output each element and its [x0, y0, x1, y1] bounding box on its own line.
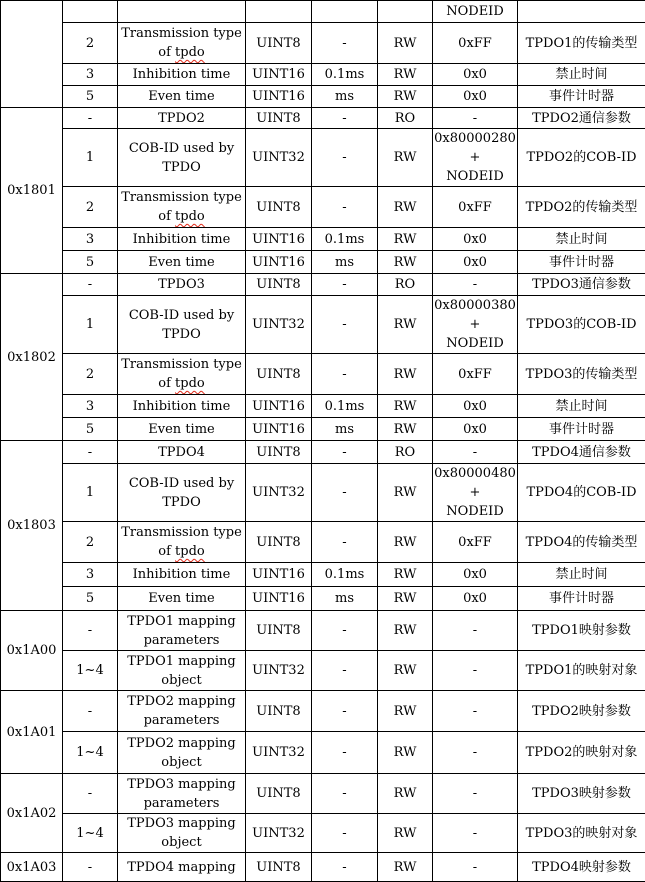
- access-cell: RW: [378, 296, 433, 354]
- data-type-cell: UINT32: [246, 732, 312, 774]
- table-row: [1, 251, 645, 274]
- default-value-cell: [433, 129, 518, 187]
- access-cell: RW: [378, 853, 433, 882]
- table-row: [1, 129, 645, 187]
- table-row: [1, 814, 645, 853]
- default-value-cell: [433, 418, 518, 441]
- parameter-name-cell: [118, 129, 246, 187]
- data-type-cell: UINT16: [246, 86, 312, 108]
- name-line: TPDO1 mapping: [118, 652, 245, 671]
- name-line: parameters: [118, 631, 245, 650]
- unit-cell: -: [312, 691, 378, 732]
- name-line: COB-ID used by TPDO: [118, 139, 245, 177]
- name-line: TPDO4 mapping: [118, 858, 245, 877]
- data-type-cell: UINT16: [246, 563, 312, 587]
- default-line: 0xFF: [433, 34, 517, 53]
- table-row: [1, 774, 645, 814]
- name-line: of tpdo: [118, 207, 245, 226]
- default-value-cell: [433, 354, 518, 395]
- name-line: Transmission type: [118, 355, 245, 374]
- default-value-cell: [433, 464, 518, 522]
- default-line: 0xFF: [433, 533, 517, 552]
- access-cell: RW: [378, 251, 433, 274]
- index-cell: 0x1802: [1, 274, 63, 441]
- subindex-cell: 5: [63, 418, 118, 441]
- default-line: NODEID: [433, 167, 517, 186]
- table-row: [1, 296, 645, 354]
- default-value-cell: [433, 814, 518, 853]
- default-value-cell: [433, 64, 518, 86]
- access-cell: RW: [378, 611, 433, 651]
- parameter-name-cell: [118, 187, 246, 228]
- description-cell: TPDO3的COB-ID: [518, 296, 645, 354]
- subindex-cell: 5: [63, 86, 118, 108]
- subindex-cell: 3: [63, 563, 118, 587]
- unit-cell: -: [312, 651, 378, 691]
- unit-cell: 0.1ms: [312, 228, 378, 251]
- table-row: [1, 522, 645, 563]
- subindex-cell: -: [63, 691, 118, 732]
- unit-cell: 0.1ms: [312, 395, 378, 418]
- table-row: [1, 395, 645, 418]
- default-line: -: [433, 858, 517, 877]
- name-line: of tpdo: [118, 374, 245, 393]
- default-line: -: [433, 275, 517, 294]
- table-row: [1, 441, 645, 464]
- parameter-name-cell: [118, 228, 246, 251]
- table-row: [1, 853, 645, 882]
- default-line: 0xFF: [433, 365, 517, 384]
- default-value-cell: [433, 522, 518, 563]
- name-line: Even time: [118, 253, 245, 272]
- default-value-cell: [433, 1, 518, 23]
- parameter-name-cell: [118, 296, 246, 354]
- unit-cell: -: [312, 853, 378, 882]
- name-line: Even time: [118, 87, 245, 106]
- name-line: Inhibition time: [118, 397, 245, 416]
- data-type-cell: UINT32: [246, 464, 312, 522]
- data-type-cell: UINT16: [246, 418, 312, 441]
- access-cell: [378, 1, 433, 23]
- table-row: [1, 274, 645, 296]
- parameter-name-cell: [118, 418, 246, 441]
- access-cell: RW: [378, 395, 433, 418]
- access-cell: RW: [378, 129, 433, 187]
- access-cell: RW: [378, 522, 433, 563]
- data-type-cell: UINT32: [246, 651, 312, 691]
- unit-cell: -: [312, 296, 378, 354]
- parameter-name-cell: [118, 251, 246, 274]
- access-cell: RW: [378, 354, 433, 395]
- parameter-name-cell: [118, 441, 246, 464]
- name-line: object: [118, 833, 245, 852]
- parameter-name-cell: [118, 274, 246, 296]
- unit-cell: -: [312, 774, 378, 814]
- description-cell: TPDO1的传输类型: [518, 23, 645, 64]
- default-value-cell: [433, 651, 518, 691]
- access-cell: RW: [378, 732, 433, 774]
- subindex-cell: 5: [63, 587, 118, 611]
- name-line: Inhibition time: [118, 65, 245, 84]
- name-line: TPDO3 mapping: [118, 775, 245, 794]
- description-cell: TPDO4的COB-ID: [518, 464, 645, 522]
- access-cell: RW: [378, 464, 433, 522]
- default-line: NODEID: [433, 2, 517, 21]
- subindex-cell: 1: [63, 464, 118, 522]
- name-line: of tpdo: [118, 542, 245, 561]
- parameter-name-cell: [118, 86, 246, 108]
- description-cell: 禁止时间: [518, 64, 645, 86]
- parameter-name-cell: [118, 522, 246, 563]
- data-type-cell: UINT16: [246, 64, 312, 86]
- misspelled-word: tpdo: [175, 45, 205, 60]
- default-line: 0x0: [433, 253, 517, 272]
- access-cell: RW: [378, 64, 433, 86]
- name-line: TPDO2 mapping: [118, 734, 245, 753]
- default-line: 0x80000380+: [433, 296, 517, 334]
- name-line: Even time: [118, 589, 245, 608]
- data-type-cell: UINT8: [246, 611, 312, 651]
- default-value-cell: [433, 296, 518, 354]
- description-cell: TPDO2的传输类型: [518, 187, 645, 228]
- parameter-name-cell: [118, 611, 246, 651]
- description-cell: 事件计时器: [518, 587, 645, 611]
- default-value-cell: [433, 108, 518, 129]
- misspelled-word: tpdo: [175, 376, 205, 391]
- subindex-cell: 3: [63, 64, 118, 86]
- parameter-name-cell: [118, 853, 246, 882]
- default-line: -: [433, 443, 517, 462]
- data-type-cell: UINT8: [246, 691, 312, 732]
- unit-cell: ms: [312, 251, 378, 274]
- table-row: [1, 1, 645, 23]
- default-line: 0x0: [433, 397, 517, 416]
- default-value-cell: [433, 853, 518, 882]
- subindex-cell: -: [63, 441, 118, 464]
- parameter-name-cell: [118, 108, 246, 129]
- description-cell: TPDO3映射参数: [518, 774, 645, 814]
- default-value-cell: [433, 441, 518, 464]
- default-value-cell: [433, 228, 518, 251]
- description-cell: TPDO2的映射对象: [518, 732, 645, 774]
- table-row: [1, 418, 645, 441]
- access-cell: RW: [378, 691, 433, 732]
- default-line: 0xFF: [433, 198, 517, 217]
- default-line: -: [433, 743, 517, 762]
- default-line: 0x80000280+: [433, 129, 517, 167]
- unit-cell: ms: [312, 587, 378, 611]
- subindex-cell: -: [63, 611, 118, 651]
- subindex-cell: 3: [63, 228, 118, 251]
- default-value-cell: [433, 587, 518, 611]
- access-cell: RW: [378, 587, 433, 611]
- access-cell: RW: [378, 228, 433, 251]
- default-line: 0x0: [433, 565, 517, 584]
- name-line: Even time: [118, 420, 245, 439]
- table-row: [1, 611, 645, 651]
- name-line: parameters: [118, 711, 245, 730]
- access-cell: RO: [378, 108, 433, 129]
- name-line: Transmission type: [118, 24, 245, 43]
- default-line: -: [433, 621, 517, 640]
- table-row: [1, 23, 645, 64]
- unit-cell: -: [312, 354, 378, 395]
- description-cell: TPDO2映射参数: [518, 691, 645, 732]
- data-type-cell: UINT8: [246, 522, 312, 563]
- table-row: [1, 228, 645, 251]
- parameter-name-cell: [118, 1, 246, 23]
- default-value-cell: [433, 395, 518, 418]
- subindex-cell: -: [63, 774, 118, 814]
- description-cell: TPDO1的映射对象: [518, 651, 645, 691]
- index-cell: 0x1A03: [1, 853, 63, 882]
- subindex-cell: 1~4: [63, 651, 118, 691]
- data-type-cell: UINT16: [246, 228, 312, 251]
- default-line: NODEID: [433, 502, 517, 521]
- subindex-cell: 1~4: [63, 732, 118, 774]
- description-cell: TPDO1映射参数: [518, 611, 645, 651]
- data-type-cell: UINT16: [246, 395, 312, 418]
- name-line: Transmission type: [118, 523, 245, 542]
- default-value-cell: [433, 251, 518, 274]
- table-row: [1, 354, 645, 395]
- access-cell: RW: [378, 651, 433, 691]
- access-cell: RW: [378, 23, 433, 64]
- index-cell: 0x1A01: [1, 691, 63, 774]
- unit-cell: -: [312, 108, 378, 129]
- default-line: NODEID: [433, 334, 517, 353]
- table-row: [1, 464, 645, 522]
- access-cell: RO: [378, 441, 433, 464]
- access-cell: RW: [378, 814, 433, 853]
- unit-cell: [312, 1, 378, 23]
- parameter-name-cell: [118, 64, 246, 86]
- table-row: [1, 64, 645, 86]
- data-type-cell: UINT8: [246, 187, 312, 228]
- description-cell: [518, 1, 645, 23]
- table-row: [1, 587, 645, 611]
- name-line: TPDO3 mapping: [118, 814, 245, 833]
- default-line: 0x0: [433, 87, 517, 106]
- unit-cell: -: [312, 23, 378, 64]
- data-type-cell: UINT32: [246, 296, 312, 354]
- name-line: Inhibition time: [118, 565, 245, 584]
- default-value-cell: [433, 691, 518, 732]
- table-row: [1, 651, 645, 691]
- data-type-cell: UINT16: [246, 251, 312, 274]
- subindex-cell: 2: [63, 354, 118, 395]
- name-line: TPDO2: [118, 109, 245, 128]
- description-cell: TPDO2的COB-ID: [518, 129, 645, 187]
- name-line: Inhibition time: [118, 230, 245, 249]
- data-type-cell: UINT8: [246, 853, 312, 882]
- subindex-cell: -: [63, 853, 118, 882]
- data-type-cell: UINT8: [246, 108, 312, 129]
- subindex-cell: -: [63, 108, 118, 129]
- name-line: parameters: [118, 794, 245, 813]
- default-value-cell: [433, 274, 518, 296]
- default-line: -: [433, 824, 517, 843]
- table-row: [1, 86, 645, 108]
- data-type-cell: UINT8: [246, 274, 312, 296]
- name-line: of tpdo: [118, 43, 245, 62]
- unit-cell: ms: [312, 418, 378, 441]
- parameter-name-cell: [118, 354, 246, 395]
- name-line: Transmission type: [118, 188, 245, 207]
- default-line: 0x0: [433, 65, 517, 84]
- unit-cell: -: [312, 464, 378, 522]
- subindex-cell: 1: [63, 129, 118, 187]
- table-row: [1, 732, 645, 774]
- default-line: 0x0: [433, 589, 517, 608]
- default-value-cell: [433, 732, 518, 774]
- description-cell: TPDO3的传输类型: [518, 354, 645, 395]
- unit-cell: 0.1ms: [312, 563, 378, 587]
- parameter-name-cell: [118, 395, 246, 418]
- subindex-cell: 1~4: [63, 814, 118, 853]
- name-line: COB-ID used by TPDO: [118, 306, 245, 344]
- subindex-cell: [63, 1, 118, 23]
- access-cell: RW: [378, 563, 433, 587]
- description-cell: TPDO2通信参数: [518, 108, 645, 129]
- data-type-cell: UINT8: [246, 354, 312, 395]
- table-body: [1, 1, 645, 882]
- subindex-cell: 2: [63, 23, 118, 64]
- subindex-cell: 2: [63, 187, 118, 228]
- data-type-cell: UINT8: [246, 23, 312, 64]
- misspelled-word: tpdo: [175, 544, 205, 559]
- default-line: -: [433, 661, 517, 680]
- unit-cell: -: [312, 814, 378, 853]
- name-line: object: [118, 671, 245, 690]
- unit-cell: -: [312, 129, 378, 187]
- access-cell: RW: [378, 86, 433, 108]
- parameter-name-cell: [118, 587, 246, 611]
- name-line: TPDO3: [118, 275, 245, 294]
- unit-cell: ms: [312, 86, 378, 108]
- description-cell: 事件计时器: [518, 251, 645, 274]
- description-cell: TPDO4的传输类型: [518, 522, 645, 563]
- name-line: TPDO2 mapping: [118, 692, 245, 711]
- description-cell: 事件计时器: [518, 86, 645, 108]
- name-line: COB-ID used by TPDO: [118, 474, 245, 512]
- access-cell: RO: [378, 274, 433, 296]
- parameter-name-cell: [118, 774, 246, 814]
- data-type-cell: [246, 1, 312, 23]
- data-type-cell: UINT8: [246, 774, 312, 814]
- unit-cell: -: [312, 522, 378, 563]
- data-type-cell: UINT32: [246, 814, 312, 853]
- default-value-cell: [433, 611, 518, 651]
- parameter-name-cell: [118, 732, 246, 774]
- name-line: TPDO1 mapping: [118, 612, 245, 631]
- index-cell: 0x1A00: [1, 611, 63, 691]
- default-line: 0x0: [433, 420, 517, 439]
- unit-cell: -: [312, 441, 378, 464]
- default-line: -: [433, 784, 517, 803]
- table-row: [1, 563, 645, 587]
- misspelled-word: tpdo: [175, 209, 205, 224]
- data-type-cell: UINT8: [246, 441, 312, 464]
- parameter-name-cell: [118, 23, 246, 64]
- unit-cell: -: [312, 274, 378, 296]
- name-line: TPDO4: [118, 443, 245, 462]
- data-type-cell: UINT16: [246, 587, 312, 611]
- index-cell: [1, 1, 63, 108]
- index-cell: 0x1A02: [1, 774, 63, 853]
- subindex-cell: 2: [63, 522, 118, 563]
- subindex-cell: 3: [63, 395, 118, 418]
- access-cell: RW: [378, 418, 433, 441]
- parameter-name-cell: [118, 651, 246, 691]
- parameter-name-cell: [118, 563, 246, 587]
- description-cell: TPDO3的映射对象: [518, 814, 645, 853]
- name-line: object: [118, 753, 245, 772]
- description-cell: 禁止时间: [518, 395, 645, 418]
- unit-cell: -: [312, 611, 378, 651]
- default-value-cell: [433, 23, 518, 64]
- index-cell: 0x1801: [1, 108, 63, 274]
- default-line: 0x0: [433, 230, 517, 249]
- default-value-cell: [433, 774, 518, 814]
- access-cell: RW: [378, 774, 433, 814]
- default-line: -: [433, 109, 517, 128]
- description-cell: TPDO4映射参数: [518, 853, 645, 882]
- subindex-cell: -: [63, 274, 118, 296]
- default-line: 0x80000480+: [433, 464, 517, 502]
- unit-cell: -: [312, 732, 378, 774]
- parameter-name-cell: [118, 691, 246, 732]
- description-cell: TPDO4通信参数: [518, 441, 645, 464]
- description-cell: 事件计时器: [518, 418, 645, 441]
- table-row: [1, 691, 645, 732]
- table-row: [1, 108, 645, 129]
- default-value-cell: [433, 86, 518, 108]
- index-cell: 0x1803: [1, 441, 63, 611]
- access-cell: RW: [378, 187, 433, 228]
- description-cell: 禁止时间: [518, 563, 645, 587]
- unit-cell: 0.1ms: [312, 64, 378, 86]
- subindex-cell: 5: [63, 251, 118, 274]
- default-line: -: [433, 702, 517, 721]
- subindex-cell: 1: [63, 296, 118, 354]
- parameter-name-cell: [118, 814, 246, 853]
- parameter-name-cell: [118, 464, 246, 522]
- description-cell: 禁止时间: [518, 228, 645, 251]
- default-value-cell: [433, 563, 518, 587]
- default-value-cell: [433, 187, 518, 228]
- description-cell: TPDO3通信参数: [518, 274, 645, 296]
- unit-cell: -: [312, 187, 378, 228]
- table-row: [1, 187, 645, 228]
- data-type-cell: UINT32: [246, 129, 312, 187]
